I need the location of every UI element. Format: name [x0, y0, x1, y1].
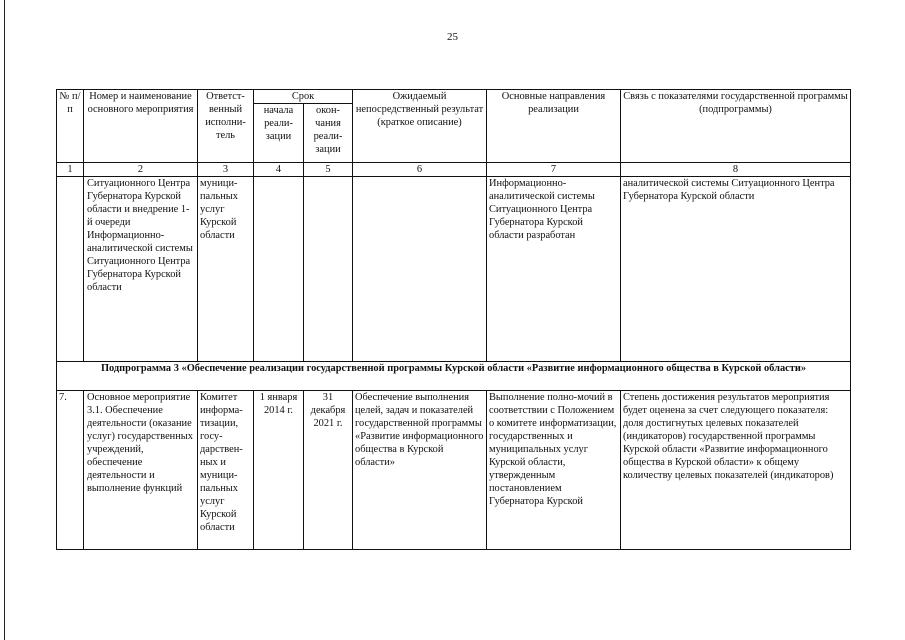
column-index: 2: [84, 163, 198, 177]
table-row: [57, 177, 851, 362]
header-link-indicators: Связь с показателями государственной программы (подпрограммы): [621, 90, 851, 163]
cell-end: [304, 177, 353, 362]
cell-executor: муници-пальных услуг Курской области: [198, 177, 254, 362]
cell-start: [254, 177, 304, 362]
header-activity-name: Номер и наименование основного мероприятия: [84, 90, 198, 163]
table-row: [57, 391, 851, 550]
subprogram-row: [57, 362, 851, 391]
cell-activity-name: Основное мероприятие 3.1. Обеспечение деятельности (оказание услуг) государственных учреждений, обеспечение деятельности и выполнение функций: [84, 391, 198, 550]
cell-directions: Информационно-аналитической системы Ситуационного Центра Губернатора Курской области разработан: [487, 177, 621, 362]
header-end: окон-чания реали-зации: [304, 104, 353, 163]
column-index: 8: [621, 163, 851, 177]
cell-number: [57, 177, 84, 362]
table-header-row: [57, 90, 851, 104]
column-index-row: [57, 163, 851, 177]
cell-expected-result: Обеспечение выполнения целей, задач и показателей государственной программы «Развитие информационного общества в Курской области»: [353, 391, 487, 550]
cell-link-indicators: Степень достижения результатов мероприятия будет оценена за счет следующего показателя: доля достигнутых целевых показателей (индикаторов) государственной программы Курской области «Развитие информационного общества в Курской области» к общему количеству целевых показателей (индикаторов): [621, 391, 851, 550]
cell-end: 31 декабря 2021 г.: [304, 391, 353, 550]
header-start: начала реали-зации: [254, 104, 304, 163]
cell-link-indicators: аналитической системы Ситуационного Центра Губернатора Курской области: [621, 177, 851, 362]
column-index: 3: [198, 163, 254, 177]
cell-activity-name: Ситуационного Центра Губернатора Курской области и внедрение 1-й очереди Информационно-аналитической системы Ситуационного Центра Губернатора Курской области: [84, 177, 198, 362]
header-expected-result: Ожидаемый непосредственный результат (краткое описание): [353, 90, 487, 163]
cell-executor: Комитет информа-тизации, госу-дарствен-ных и муници-пальных услуг Курской области: [198, 391, 254, 550]
cell-start: 1 января 2014 г.: [254, 391, 304, 550]
page-number: 25: [447, 31, 458, 43]
header-executor: Ответст-венный исполни-тель: [198, 90, 254, 163]
column-index: 7: [487, 163, 621, 177]
column-index: 1: [57, 163, 84, 177]
activities-table: [56, 89, 851, 550]
header-directions: Основные направления реализации: [487, 90, 621, 163]
header-term: Срок: [254, 90, 353, 104]
cell-number: 7.: [57, 391, 84, 550]
header-number: № п/п: [57, 90, 84, 163]
column-index: 5: [304, 163, 353, 177]
subprogram-title: Подпрограмма 3 «Обеспечение реализации государственной программы Курской области «Развитие информационного общества в Курской области»: [57, 362, 851, 391]
column-index: 4: [254, 163, 304, 177]
column-index: 6: [353, 163, 487, 177]
cell-directions: Выполнение полно-мочий в соответствии с Положением о комитете информатизации, государственных и муниципальных услуг Курской области, утвержденным постановлением Губернатора Курской: [487, 391, 621, 550]
cell-expected-result: [353, 177, 487, 362]
binding-edge-line: [4, 0, 5, 640]
